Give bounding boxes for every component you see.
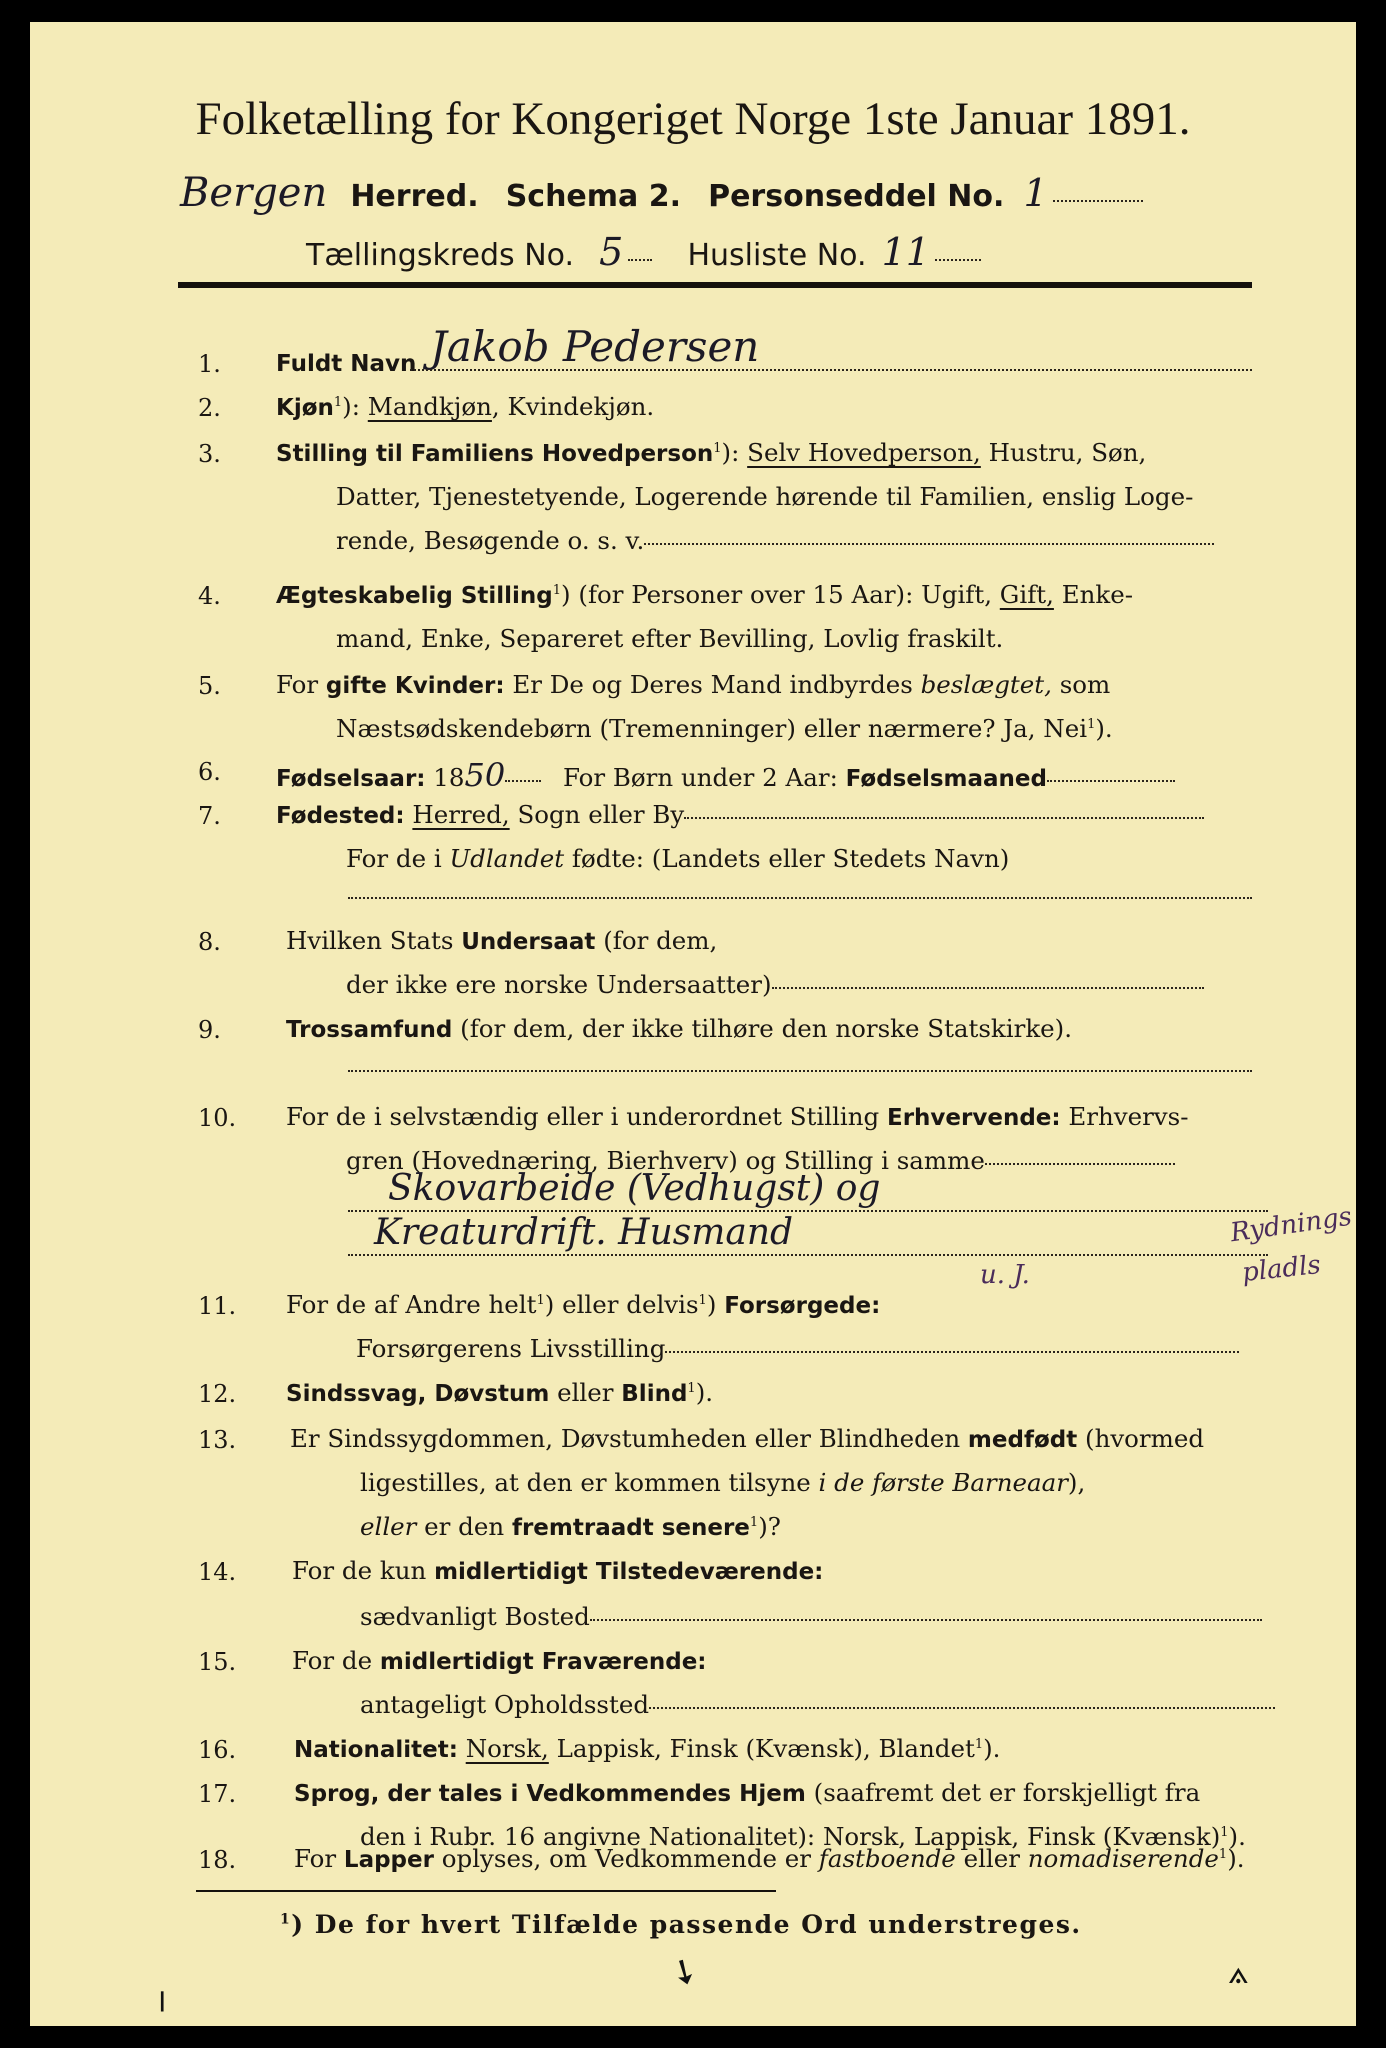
- personseddel-dots: [1053, 199, 1143, 202]
- q16-option-norsk: Norsk,: [465, 1734, 549, 1763]
- husliste-dots: [935, 258, 981, 261]
- q17-label: Sprog, der tales i Vedkommendes Hjem: [294, 1781, 806, 1807]
- q17-line2-text: den i Rubr. 16 angivne Nationalitet): Norsk, Lappisk, Finsk (Kvænsk): [360, 1822, 1221, 1851]
- q18-italic1: fastboende: [818, 1844, 956, 1873]
- q10-note-rydnings: Rydnings: [1228, 1201, 1354, 1249]
- q10-dotline2: [348, 1254, 1268, 1256]
- q7-label: Fødested:: [276, 803, 405, 829]
- q13-label2: fremtraadt senere: [511, 1515, 750, 1541]
- q10-line1: [286, 1102, 1189, 1131]
- q3-sup: 1: [713, 440, 722, 456]
- q11-line2: [356, 1334, 1239, 1363]
- q14-label: midlertidigt Tilstedeværende:: [434, 1559, 824, 1585]
- q2-label: Kjøn: [276, 395, 334, 421]
- q7-line2: [346, 844, 1009, 873]
- q18-end: ).: [1227, 1844, 1245, 1873]
- q5-line1: [276, 670, 1110, 699]
- q6-dots1: [505, 779, 541, 782]
- q6-label2: Fødselsmaaned: [845, 766, 1047, 792]
- q8-rest1: (for dem,: [595, 926, 718, 955]
- q7-line2b: fødte: (Landets eller Stedets Navn): [564, 844, 1010, 873]
- q11-number: 11.: [198, 1292, 237, 1320]
- q11-line2-text: Forsørgerens Livsstilling: [356, 1334, 666, 1363]
- q6-label: Fødselsaar:: [276, 766, 426, 792]
- q7-line1: [276, 800, 1204, 829]
- census-form: [30, 22, 1356, 2026]
- q14-line2: [360, 1602, 1262, 1631]
- q13-line2b: ),: [1067, 1468, 1086, 1497]
- q11-sup1: 1: [536, 1292, 545, 1308]
- q6-line: [276, 756, 1175, 794]
- q17-end: ).: [1228, 1822, 1246, 1851]
- q8-label: Undersaat: [461, 929, 596, 955]
- q7-number: 7.: [198, 802, 221, 830]
- q13-sup: 1: [749, 1514, 759, 1530]
- q16-number: 16.: [198, 1736, 237, 1764]
- q18-label: Lapper: [343, 1847, 434, 1873]
- q3-number: 3.: [198, 440, 221, 468]
- q2-number: 2.: [198, 394, 221, 422]
- q16-label: Nationalitet:: [294, 1737, 458, 1763]
- q8-line2-text: der ikke ere norske Undersaatter): [346, 970, 772, 999]
- q7-rest1: Sogn eller By: [509, 800, 685, 829]
- q4-line1: [276, 580, 1133, 609]
- q2-sup: 1: [333, 394, 343, 410]
- q17-rest1: (saafremt det er forskjelligt fra: [805, 1778, 1201, 1807]
- q12-sup: 1: [687, 1380, 696, 1396]
- herred-handwritten: Bergen: [180, 170, 328, 216]
- q12-end: ).: [695, 1378, 714, 1407]
- q17-line1: [294, 1778, 1200, 1807]
- q13-line2a: ligestilles, at den er kommen tilsyne: [360, 1468, 819, 1497]
- husliste-label: Husliste No.: [687, 238, 867, 273]
- q7-line2i: Udlandet: [449, 844, 565, 873]
- q8-pre: Hvilken Stats: [286, 926, 462, 955]
- q6-prefix: 18: [433, 763, 465, 792]
- form-title: Folketælling for Kongeriget Norge 1ste Januar 1891.: [195, 93, 1191, 145]
- q11-dots: [665, 1350, 1239, 1353]
- q3-line2: Datter, Tjenestetyende, Logerende hørende til Familien, enslig Loge-: [336, 482, 1194, 511]
- q7-dotline: [348, 897, 1252, 899]
- q6-number: 6.: [198, 758, 221, 786]
- q10-dots: [985, 1162, 1175, 1165]
- q18-mid2: eller: [955, 1844, 1028, 1873]
- q1-line: [276, 348, 416, 377]
- q6-dots2: [1047, 779, 1175, 782]
- q18-italic2: nomadiserende: [1027, 1844, 1219, 1873]
- q9-dotline: [348, 1070, 1252, 1072]
- footnote-sup: 1: [280, 1911, 292, 1928]
- q3-line3-text: rende, Besøgende o. s. v.: [336, 526, 645, 555]
- q2-line: Kjøn$^1$): Mandkjøn, Kvindekjøn.: [276, 392, 655, 421]
- header-rule: [178, 282, 1252, 288]
- q6-year-value: 50: [464, 756, 506, 794]
- q10-rest1: Erhvervs-: [1060, 1102, 1189, 1131]
- q3-line1: Stilling til Familiens Hovedperson$^1$): Selv Hovedperson, Hustru, Søn,: [276, 438, 1147, 467]
- q18-number: 18.: [198, 1846, 237, 1874]
- q10-note-pladls: pladls: [1240, 1249, 1323, 1289]
- footnote-text: ) De for hvert Tilfælde passende Ord understreges.: [291, 1910, 1082, 1939]
- q14-pre: For de kun: [292, 1556, 435, 1585]
- q7-dots: [684, 816, 1204, 819]
- q10-handwritten-line2: Kreaturdrift. Husmand: [374, 1212, 794, 1253]
- q16-sup: 1: [974, 1736, 984, 1752]
- q5-label: gifte Kvinder:: [325, 673, 505, 699]
- q17-number: 17.: [198, 1780, 237, 1808]
- q13-end: )?: [758, 1512, 781, 1541]
- q5-line2: [336, 714, 1113, 743]
- husliste-value: 11: [881, 230, 930, 274]
- q10-number: 10.: [198, 1104, 237, 1132]
- herred-label: Herred.: [350, 179, 479, 214]
- q7-line2a: For de i: [346, 844, 450, 873]
- q4-number: 4.: [198, 582, 221, 610]
- q5-line2-text: Næstsødskendebørn (Tremenninger) eller nærmere? Ja, Nei: [336, 714, 1088, 743]
- q10-label: Erhvervende:: [887, 1105, 1061, 1131]
- q10-note-uj: u. J.: [980, 1260, 1030, 1290]
- q12-label2: Blind: [621, 1381, 688, 1407]
- q7-option-herred: Herred,: [412, 800, 510, 829]
- q14-number: 14.: [198, 1558, 237, 1586]
- q5-sup: 1: [1087, 716, 1096, 732]
- q3-option-selv-hovedperson: Selv Hovedperson,: [747, 438, 981, 467]
- q5-mid: Er De og Deres Mand indbyrdes: [504, 670, 921, 699]
- q9-label: Trossamfund: [286, 1017, 453, 1043]
- q11-sup2: 1: [698, 1292, 707, 1308]
- q2-option-mandkjon: Mandkjøn: [367, 392, 492, 421]
- q13-line3: [360, 1512, 781, 1541]
- q8-number: 8.: [198, 928, 221, 956]
- q15-line2-text: antageligt Opholdssted: [360, 1690, 649, 1719]
- q13-line2: [360, 1468, 1085, 1497]
- q10-handwritten-line1: Skovarbeide (Vedhugst) og: [388, 1168, 881, 1209]
- q6-mid: For Børn under 2 Aar:: [563, 763, 846, 792]
- q4-rest1: Enke-: [1053, 580, 1133, 609]
- q15-line1: [292, 1646, 707, 1675]
- q11-pre: For de af Andre helt: [286, 1290, 537, 1319]
- q10-pre: For de i selvstændig eller i underordnet Stilling: [286, 1102, 887, 1131]
- center-mark: ➘: [661, 1947, 707, 1997]
- q11-mid: ) eller delvis: [544, 1290, 699, 1319]
- q4-pre: ) (for Personer over 15 Aar): Ugift,: [561, 580, 1000, 609]
- corner-mark-left: ╷: [152, 1972, 173, 2012]
- q5-rest1: som: [1051, 670, 1111, 699]
- q11-label: Forsørgede:: [724, 1293, 881, 1319]
- q11-mid2: ): [706, 1290, 725, 1319]
- q13-label: medfødt: [967, 1427, 1078, 1453]
- q14-dots: [590, 1618, 1262, 1621]
- personseddel-value: 1: [1023, 171, 1048, 215]
- q18-line: [294, 1844, 1245, 1873]
- q13-line1b: (hvormed: [1077, 1424, 1205, 1453]
- q4-sup: 1: [552, 582, 562, 598]
- q13-line1: [290, 1424, 1204, 1453]
- q13-number: 13.: [198, 1426, 237, 1454]
- q8-dots: [772, 986, 1204, 989]
- q1-name-value: Jakob Pedersen: [430, 322, 760, 371]
- q8-line1: [286, 926, 717, 955]
- q13-line3a: er den: [416, 1512, 512, 1541]
- q5-pre: For: [276, 670, 326, 699]
- q9-line: [286, 1014, 1072, 1043]
- q3-dots: [644, 542, 1214, 545]
- q16-line: [294, 1734, 1000, 1763]
- q15-label: midlertidigt Fraværende:: [379, 1649, 707, 1675]
- q18-sup: 1: [1218, 1846, 1228, 1862]
- q16-end: ).: [983, 1734, 1001, 1763]
- q4-line2: mand, Enke, Separeret efter Bevilling, Lovlig fraskilt.: [336, 624, 1004, 653]
- q12-mid: eller: [549, 1378, 622, 1407]
- q5-number: 5.: [198, 672, 221, 700]
- header-line-kreds: [306, 230, 981, 274]
- personseddel-label: Personseddel No.: [708, 179, 1005, 214]
- corner-mark-right: ⟑: [1228, 1952, 1249, 1992]
- footnote: [280, 1910, 1082, 1939]
- q9-rest1: (for dem, der ikke tilhøre den norske Statskirke).: [452, 1014, 1073, 1043]
- q15-number: 15.: [198, 1648, 237, 1676]
- q12-line: [286, 1378, 713, 1407]
- header-line-herred: [180, 170, 1143, 216]
- q13-line1a: Er Sindssygdommen, Døvstumheden eller Blindheden: [290, 1424, 968, 1453]
- q5-end: ).: [1095, 714, 1113, 743]
- q3-label: Stilling til Familiens Hovedperson: [276, 441, 714, 467]
- q1-dotline: [410, 369, 1252, 371]
- q15-line2: [360, 1690, 1275, 1719]
- q14-line1: [292, 1556, 823, 1585]
- q9-number: 9.: [198, 1016, 221, 1044]
- q4-option-gift: Gift,: [999, 580, 1054, 609]
- q8-line2: [346, 970, 1204, 999]
- kreds-value: 5: [599, 230, 624, 274]
- q1-label: Fuldt Navn: [276, 351, 417, 377]
- q15-dots: [649, 1706, 1275, 1709]
- q1-number: 1.: [198, 350, 221, 378]
- q13-line3i: eller: [360, 1512, 417, 1541]
- q5-italic: beslægtet,: [920, 670, 1052, 699]
- q3-line3: [336, 526, 1214, 555]
- q14-line2-text: sædvanligt Bosted: [360, 1602, 590, 1631]
- schema-label: Schema 2.: [505, 179, 681, 214]
- q15-pre: For de: [292, 1646, 380, 1675]
- q18-mid: oplyses, om Vedkommende er: [433, 1844, 819, 1873]
- q3-rest1: Hustru, Søn,: [980, 438, 1147, 467]
- q2-rest: , Kvindekjøn.: [491, 392, 655, 421]
- kreds-dots: [628, 258, 652, 261]
- q12-number: 12.: [198, 1380, 237, 1408]
- q4-label: Ægteskabelig Stilling: [276, 583, 553, 609]
- q11-line1: [286, 1290, 880, 1319]
- q13-line2i: i de første Barneaar: [818, 1468, 1068, 1497]
- q18-pre: For: [294, 1844, 344, 1873]
- q17-sup: 1: [1220, 1824, 1229, 1840]
- q16-rest1: Lappisk, Finsk (Kvænsk), Blandet: [548, 1734, 975, 1763]
- q10-line2-text: gren (Hovednæring, Bierhverv) og Stilling i samme: [346, 1146, 985, 1175]
- q12-label: Sindssvag, Døvstum: [286, 1381, 550, 1407]
- footnote-rule: [196, 1890, 776, 1892]
- kreds-label: Tællingskreds No.: [306, 238, 574, 273]
